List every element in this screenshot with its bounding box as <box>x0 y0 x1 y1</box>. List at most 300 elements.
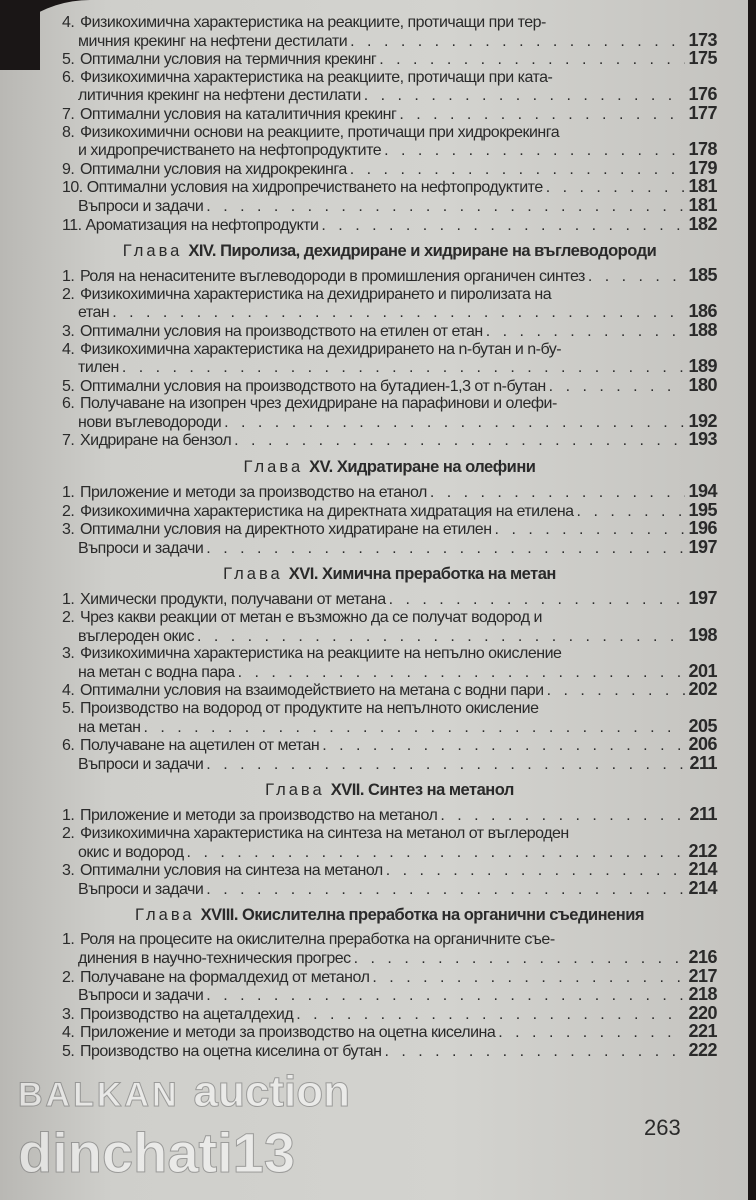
entry-line <box>62 1039 717 1061</box>
entry-title-line: Физикохимична характеристика на реакциите, протичащи при ката- <box>79 68 553 86</box>
entry-text <box>62 286 551 303</box>
entry-line <box>62 825 717 843</box>
dot-leader <box>440 807 686 825</box>
table-of-contents <box>62 14 717 1061</box>
entry-title-line: Производство на водород от продуктите на непълното окисление <box>79 700 539 717</box>
toc-entry[interactable] <box>62 806 717 825</box>
entry-title-line: Физикохимична характеристика на реакциите на непълно окисление <box>79 645 562 663</box>
entry-title-line: Физикохимични основи на реакциите, протичащи при хидрокрекинга <box>79 123 560 141</box>
entry-page: 206 <box>688 734 717 755</box>
entry-title-line: Оптимални условия на термичния крекинг <box>79 51 377 69</box>
entry-page: 220 <box>688 1002 717 1023</box>
entry-title-line: Оптимални условия на производството на бутадиен-1,3 от n-бутан <box>79 377 546 395</box>
entry-title-line: Чрез какви реакции от метан е възможно да се получат водород и <box>79 609 542 627</box>
entry-line <box>62 861 717 880</box>
entry-text <box>78 844 184 862</box>
chapter-title: Пиролиза, дехидриране и хидриране на въглеводороди <box>220 242 657 261</box>
entry-title-line: Хидриране на бензол <box>79 432 232 450</box>
entry-text <box>62 432 231 450</box>
entry-line <box>62 931 717 949</box>
entry-line <box>62 499 717 521</box>
entry-title-line: на метан с водна пара <box>78 663 235 681</box>
entry-text <box>62 484 427 502</box>
entry-page: 188 <box>688 319 717 340</box>
entry-page: 194 <box>688 481 717 502</box>
entry-title-line: Производство на оцетна киселина от бутан <box>79 1042 382 1060</box>
entry-text <box>78 628 194 646</box>
entry-title-line: Роля на ненаситените въглеводороди в промишления органичен синтез <box>79 268 585 286</box>
entry-title-line: Въпроси и задачи <box>78 197 204 215</box>
entry-title-line: Оптимални условия на директното хидратиране на етилен <box>79 521 492 539</box>
dot-leader <box>588 268 686 286</box>
entry-title-line: Оптимални условия на хидрокрекинга <box>79 160 347 178</box>
entry-page: 218 <box>688 984 717 1005</box>
entry-text <box>62 682 544 700</box>
entry-text <box>62 737 319 755</box>
entry-text <box>78 664 235 682</box>
entry-text <box>62 969 369 987</box>
entry-text <box>62 756 203 774</box>
toc-entry[interactable] <box>62 877 717 899</box>
entry-number: 4. <box>62 340 75 358</box>
toc-entry[interactable] <box>62 395 717 431</box>
entry-page: 180 <box>688 374 717 395</box>
toc-entry[interactable] <box>62 520 717 539</box>
toc-entry[interactable] <box>62 931 717 967</box>
entry-title-line: Оптимални условия на синтеза на метанол <box>79 862 383 880</box>
entry-number: 3. <box>62 645 75 663</box>
entry-title-line: Получаване на изопрен чрез дехидриране на парафинови и олефи- <box>79 395 557 413</box>
entry-page: 189 <box>688 356 717 377</box>
watermark-line1: BALKAN <box>18 1076 180 1114</box>
entry-page: 205 <box>688 715 717 736</box>
entry-line <box>62 986 717 1005</box>
entry-page: 214 <box>688 859 717 880</box>
entry-page: 181 <box>688 176 717 197</box>
entry-line <box>62 319 717 341</box>
entry-title-line: мичния крекинг на нефтени дестилати <box>78 32 348 50</box>
entry-text <box>62 51 376 69</box>
dot-leader <box>350 33 685 51</box>
entry-number: 9. <box>62 160 75 178</box>
entry-text <box>62 378 546 396</box>
entry-title-line: Приложение и методи за производство на метанол <box>79 807 438 825</box>
entry-title-line: Оптимални условия на хидропречистването на нефтопродуктите <box>86 179 543 197</box>
entry-line <box>62 374 717 396</box>
toc-entry[interactable] <box>62 986 717 1005</box>
entry-page: 221 <box>688 1021 717 1042</box>
entry-text <box>62 609 542 626</box>
dot-leader <box>430 484 686 502</box>
entry-text <box>78 950 351 968</box>
watermark-line2: auction <box>193 1067 350 1116</box>
background-corner <box>0 0 40 70</box>
toc-entry[interactable] <box>62 861 717 880</box>
dot-leader <box>547 682 686 700</box>
dot-leader <box>486 323 686 341</box>
entry-line <box>62 840 717 862</box>
entry-line <box>62 645 717 663</box>
entry-title-line: Въпроси и задачи <box>78 880 204 898</box>
entry-page: 178 <box>688 139 717 160</box>
toc-entry[interactable] <box>62 1023 717 1042</box>
dot-leader <box>384 1043 685 1061</box>
entry-number: 1. <box>62 484 75 502</box>
entry-number: 11. <box>62 216 82 234</box>
entry-page: 197 <box>688 536 717 557</box>
entry-line <box>62 102 717 124</box>
dot-leader <box>354 950 686 968</box>
entry-number: 5. <box>62 1042 75 1060</box>
entry-title-line: Физикохимична характеристика на дехидрирането и пиролизата на <box>79 285 552 303</box>
entry-line <box>62 681 717 700</box>
entry-text <box>62 1006 293 1024</box>
watermark-line3: dinchati13 <box>18 1121 295 1184</box>
entry-number: 10. <box>62 179 83 197</box>
entry-text <box>78 359 119 377</box>
entry-page: 173 <box>688 29 717 50</box>
entry-page: 185 <box>688 265 717 286</box>
toc-entry[interactable] <box>62 431 717 450</box>
entry-title-line: Ароматизация на нефтопродукти <box>85 216 319 234</box>
entry-page: 186 <box>688 301 717 322</box>
dot-leader <box>234 432 685 450</box>
dot-leader <box>372 969 685 987</box>
entry-line <box>62 715 717 737</box>
entry-line <box>62 431 717 450</box>
dot-leader <box>112 304 685 322</box>
toc-entry[interactable] <box>62 69 717 105</box>
entry-title-line: динения в научно-техническия прогрес <box>78 949 351 967</box>
entry-number: 7. <box>62 432 75 450</box>
entry-text <box>78 414 221 432</box>
toc-entry[interactable] <box>62 319 717 341</box>
dot-leader <box>384 142 685 160</box>
dot-leader <box>187 844 686 862</box>
dot-leader <box>238 664 686 682</box>
dot-leader <box>206 881 685 899</box>
toc-entry[interactable] <box>62 374 717 396</box>
entry-text <box>62 14 546 31</box>
toc-entry[interactable] <box>62 50 717 69</box>
chapter-heading <box>62 781 717 800</box>
entry-line <box>62 1023 717 1042</box>
entry-title-line: Получаване на формалдехид от метанол <box>79 968 370 986</box>
toc-entry[interactable] <box>62 124 717 160</box>
entry-title-line: Оптимални условия на каталитичния крекинг <box>79 105 397 123</box>
entry-text <box>62 1043 381 1061</box>
dot-leader <box>399 106 685 124</box>
entry-title-line: Физикохимична характеристика на дехидрирането на n-бутан и n-бу- <box>79 340 562 358</box>
dot-leader <box>386 862 686 880</box>
chapter-heading <box>62 458 717 477</box>
entry-title-line: Химически продукти, получавани от метана <box>79 591 386 609</box>
entry-text <box>78 87 361 105</box>
entry-text <box>62 341 561 358</box>
toc-entry[interactable] <box>62 700 717 736</box>
entry-page: 197 <box>688 588 717 609</box>
chapter-heading <box>62 565 717 584</box>
entry-text <box>62 645 561 662</box>
entry-line <box>62 609 717 627</box>
toc-entry[interactable] <box>62 1039 717 1061</box>
dot-leader <box>224 414 685 432</box>
entry-number: 8. <box>62 123 75 141</box>
entry-line <box>62 806 717 825</box>
entry-title-line: Физикохимична характеристика на реакциите, протичащи при тер- <box>79 14 546 31</box>
entry-text <box>62 323 483 341</box>
entry-page: 181 <box>688 194 717 215</box>
entry-title-line: литичния крекинг на нефтени дестилати <box>78 87 361 105</box>
entry-page: 212 <box>688 840 717 861</box>
entry-page: 192 <box>688 410 717 431</box>
entry-number: 5. <box>62 51 75 69</box>
entry-page: 196 <box>688 518 717 539</box>
entry-text <box>62 268 585 286</box>
entry-number: 4. <box>62 682 75 700</box>
dot-leader <box>379 51 685 69</box>
entry-page: 216 <box>688 946 717 967</box>
dot-leader <box>495 521 686 539</box>
entry-title-line: Въпроси и задачи <box>78 987 204 1005</box>
entry-line <box>62 341 717 359</box>
dot-leader <box>577 503 686 521</box>
entry-page: 201 <box>688 660 717 681</box>
entry-title-line: Производство на ацеталдехид <box>79 1005 294 1023</box>
entry-text <box>62 106 396 124</box>
entry-title-line: Получаване на ацетилен от метан <box>79 737 320 755</box>
entry-page: 214 <box>688 877 717 898</box>
entry-text <box>62 198 203 216</box>
dot-leader <box>206 756 686 774</box>
entry-text <box>78 33 347 51</box>
dot-leader <box>122 359 686 377</box>
chapter-prefix: Глава <box>122 242 183 261</box>
entry-line <box>62 29 717 51</box>
entry-title-line: Оптимални условия на взаимодействието на метана с водни пари <box>79 682 544 700</box>
entry-number: 7. <box>62 105 75 123</box>
dot-leader <box>206 198 685 216</box>
entry-text <box>62 591 386 609</box>
entry-page: 193 <box>688 429 717 450</box>
entry-title-line: Роля на процесите на окислителна преработка на органичните съе- <box>79 931 555 949</box>
entry-line <box>62 1002 717 1024</box>
chapter-prefix: Глава <box>243 458 304 477</box>
entry-text <box>62 825 569 842</box>
entry-number: 1. <box>62 268 75 286</box>
toc-entry[interactable] <box>62 645 717 681</box>
toc-entry[interactable] <box>62 157 717 179</box>
entry-title-line: Оптимални условия на производството на етилен от етан <box>79 322 483 340</box>
entry-text <box>62 179 543 197</box>
entry-number: 3. <box>62 322 75 340</box>
chapter-numeral: XVII. <box>330 781 364 800</box>
toc-entry[interactable] <box>62 736 717 755</box>
entry-number: 1. <box>62 591 75 609</box>
entry-line <box>62 965 717 987</box>
entry-number: 6. <box>62 737 75 755</box>
entry-number: 3. <box>62 521 75 539</box>
entry-number: 2. <box>62 968 75 986</box>
chapter-numeral: XVIII. <box>200 906 238 925</box>
toc-entry[interactable] <box>62 213 717 235</box>
entry-text <box>78 719 140 737</box>
entry-text <box>62 862 383 880</box>
entry-line <box>62 50 717 69</box>
entry-text <box>62 217 318 235</box>
entry-text <box>62 1024 495 1042</box>
dot-leader <box>389 591 686 609</box>
chapter-numeral: XIV. <box>188 242 216 261</box>
entry-text <box>62 69 552 86</box>
entry-title-line: въглероден окис <box>78 627 194 645</box>
entry-line <box>62 213 717 235</box>
entry-line <box>62 303 717 322</box>
toc-entry[interactable] <box>62 825 717 861</box>
entry-number: 4. <box>62 14 75 31</box>
dot-leader <box>143 719 685 737</box>
toc-entry[interactable] <box>62 194 717 216</box>
chapter-prefix: Глава <box>135 906 195 925</box>
entry-line <box>62 624 717 646</box>
dot-leader <box>321 217 685 235</box>
entry-text <box>78 142 381 160</box>
dot-leader <box>350 161 686 179</box>
toc-entry[interactable] <box>62 102 717 124</box>
dot-leader <box>498 1024 685 1042</box>
entry-line <box>62 69 717 87</box>
toc-entry[interactable] <box>62 590 717 609</box>
entry-line <box>62 141 717 160</box>
chapter-title: Окислителна преработка на органични съединения <box>242 906 644 925</box>
entry-page: 211 <box>689 752 717 773</box>
chapter-title: Химична преработка на метан <box>322 565 556 584</box>
entry-number: 4. <box>62 1024 75 1042</box>
entry-page: 175 <box>688 48 717 69</box>
entry-page: 211 <box>689 804 717 825</box>
chapter-prefix: Глава <box>223 565 283 584</box>
entry-page: 198 <box>688 624 717 645</box>
entry-title-line: етан <box>78 304 110 322</box>
entry-title-line: и хидропречистването на нефтопродуктите <box>78 142 382 160</box>
entry-number: 2. <box>62 285 75 303</box>
toc-entry[interactable] <box>62 483 717 502</box>
page-number: 263 <box>644 1115 681 1140</box>
toc-entry[interactable] <box>62 14 717 50</box>
entry-text <box>62 540 203 558</box>
entry-line <box>62 520 717 539</box>
entry-number: 2. <box>62 502 75 520</box>
entry-title-line: Физикохимична характеристика на директната хидратация на етилена <box>79 502 574 520</box>
entry-line <box>62 194 717 216</box>
entry-line <box>62 877 717 899</box>
chapter-numeral: XV. <box>309 458 333 477</box>
toc-entry[interactable] <box>62 965 717 987</box>
toc-entry[interactable] <box>62 286 717 322</box>
toc-entry[interactable] <box>62 1002 717 1024</box>
chapter-heading <box>62 906 717 925</box>
dot-leader <box>322 737 685 755</box>
chapter-heading <box>62 242 717 261</box>
dot-leader <box>546 179 686 197</box>
entry-line <box>62 286 717 304</box>
toc-entry[interactable] <box>62 499 717 521</box>
entry-number: 2. <box>62 824 75 842</box>
entry-title-line: Приложение и методи за производство на оцетна киселина <box>79 1024 496 1042</box>
toc-entry[interactable] <box>62 681 717 700</box>
toc-entry[interactable] <box>62 752 717 774</box>
entry-text <box>62 807 437 825</box>
entry-number: 5. <box>62 377 75 395</box>
entry-line <box>62 660 717 682</box>
entry-text <box>62 987 203 1005</box>
chapter-numeral: XVI. <box>288 565 318 584</box>
entry-text <box>62 521 492 539</box>
dot-leader <box>206 987 685 1005</box>
entry-line <box>62 483 717 502</box>
entry-number: 3. <box>62 862 75 880</box>
entry-text <box>62 161 347 179</box>
entry-title-line: тилен <box>78 359 119 377</box>
entry-line <box>62 736 717 755</box>
toc-entry[interactable] <box>62 609 717 645</box>
entry-page: 202 <box>688 679 717 700</box>
entry-text <box>62 931 555 948</box>
toc-entry[interactable] <box>62 178 717 197</box>
entry-title-line: Физикохимична характеристика на синтеза на метанол от въглероден <box>79 824 569 842</box>
entry-line <box>62 536 717 558</box>
entry-line <box>62 752 717 774</box>
entry-line <box>62 700 717 718</box>
entry-line <box>62 358 717 377</box>
dot-leader <box>197 628 685 646</box>
entry-page: 177 <box>688 102 717 123</box>
entry-line <box>62 86 717 105</box>
toc-entry[interactable] <box>62 536 717 558</box>
entry-title-line: на метан <box>78 718 141 736</box>
entry-line <box>62 178 717 197</box>
entry-title-line: Приложение и методи за производство на етанол <box>79 484 427 502</box>
entry-number: 6. <box>62 68 75 86</box>
entry-page: 195 <box>688 499 717 520</box>
entry-page: 222 <box>688 1039 717 1060</box>
entry-number: 1. <box>62 931 75 949</box>
entry-text <box>62 881 203 899</box>
entry-text <box>62 395 557 412</box>
entry-text <box>62 124 559 141</box>
dot-leader <box>549 378 686 396</box>
entry-page: 182 <box>688 213 717 234</box>
entry-number: 6. <box>62 395 75 413</box>
entry-title-line: окис и водород <box>78 843 184 861</box>
entry-page: 217 <box>688 965 717 986</box>
entry-number: 1. <box>62 807 75 825</box>
dot-leader <box>296 1006 685 1024</box>
entry-line <box>62 124 717 142</box>
entry-page: 179 <box>688 157 717 178</box>
entry-line <box>62 410 717 432</box>
dot-leader <box>206 540 685 558</box>
entry-text <box>78 304 109 322</box>
entry-title-line: Въпроси и задачи <box>78 755 204 773</box>
toc-entry[interactable] <box>62 267 717 286</box>
entry-title-line: Въпроси и задачи <box>78 539 204 557</box>
entry-text <box>62 503 574 521</box>
toc-entry[interactable] <box>62 341 717 377</box>
dot-leader <box>364 87 686 105</box>
entry-page: 176 <box>688 84 717 105</box>
entry-line <box>62 157 717 179</box>
